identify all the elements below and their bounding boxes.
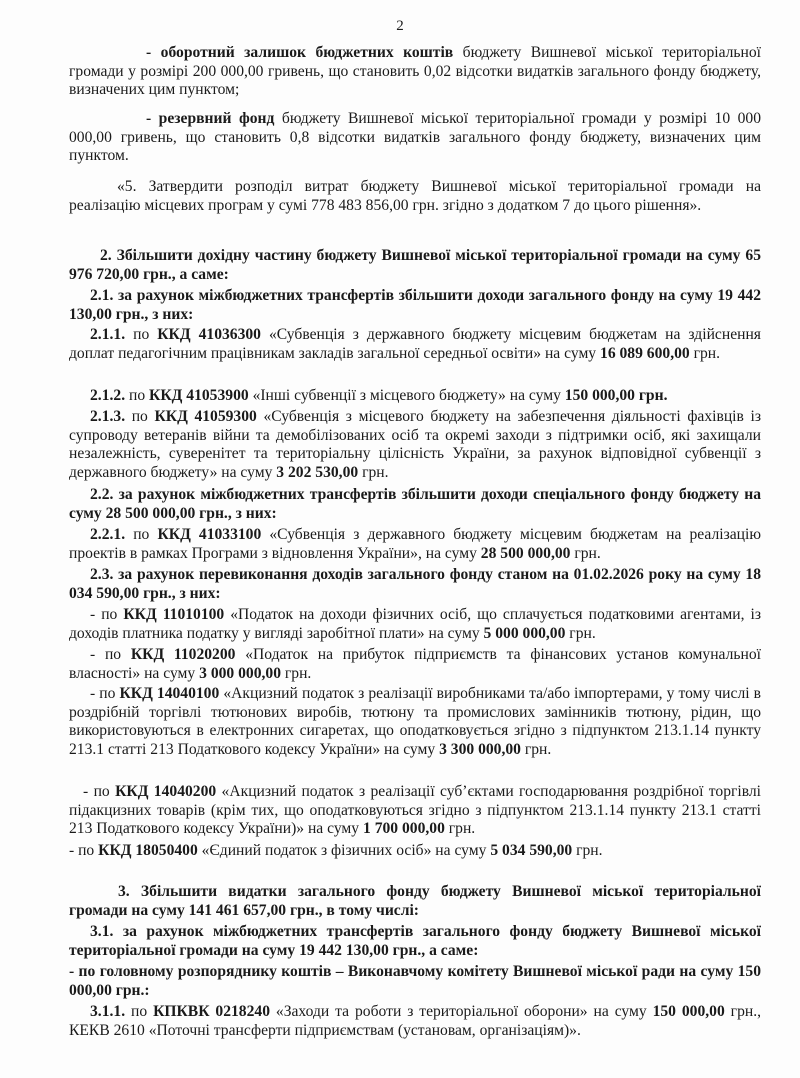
section-3-heading xyxy=(69,883,761,920)
amount: 150 000,00 xyxy=(652,1003,725,1020)
amount: 16 089 600,00 xyxy=(600,344,690,362)
bold-term: резервний фонд xyxy=(158,110,275,127)
item-kkd-11020200 xyxy=(69,646,761,683)
code: ККД 11020200 xyxy=(130,646,236,663)
paragraph-text: «Акцизний податок з реалізації виробниками та/або імпортерами, у тому числі в роздрібній торгівлі тютюнових виробів, тютюну та промислових замінників тютюну, рідин, що використовуються в електронних сигаретах, що оподатковується згідно з підпунктом 213.1.14 пункту 213.1 статті 213 Податкового кодексу України» на суму xyxy=(69,685,761,758)
section-2-heading xyxy=(69,247,761,284)
paragraph-text: «Заходи та роботи з територіальної оборони» на суму xyxy=(270,1003,653,1020)
item-number: 2.1.1. xyxy=(90,326,126,343)
code: ККД 41033100 xyxy=(157,526,262,543)
paragraph-text: «Субвенція з державного бюджету місцевим бюджетам на здійснення доплат педагогічним працівникам закладів загальної середньої освіти» на суму xyxy=(69,326,761,362)
amount: 5 000 000,00 xyxy=(483,624,566,642)
code: ККД 14040200 xyxy=(115,783,217,800)
amount: 3 000 000,00 xyxy=(199,664,281,682)
paragraph-text: «Податок на доходи фізичних осіб, що сплачується податковими агентами, із доходів платника податку у вигляді заробітної плати» на суму xyxy=(69,606,761,642)
suffix: грн. xyxy=(444,820,476,838)
dash: - xyxy=(146,44,161,61)
prefix: по xyxy=(125,326,158,343)
prefix: по xyxy=(125,408,155,425)
amount: 28 500 000,00 xyxy=(480,544,571,562)
item-2-2-1 xyxy=(69,526,761,563)
item-2-1-1 xyxy=(69,326,761,363)
item-kkd-18050400 xyxy=(69,842,761,861)
item-number: 3.1.1. xyxy=(90,1003,126,1020)
prefix: - по xyxy=(90,606,124,623)
code: ККД 41053900 xyxy=(149,387,249,404)
item-kkd-14040200 xyxy=(69,783,761,839)
item-number: 2.2.1. xyxy=(90,526,126,543)
paragraph-working-balance xyxy=(69,44,761,100)
suffix: грн. xyxy=(689,344,721,362)
amount: 3 300 000,00 xyxy=(439,740,521,758)
bold-text: 2. Збільшити дохідну частину бюджету Вишневої міської територіальної громади на суму 65 976 720,00 грн., а саме: xyxy=(69,247,761,283)
code: КПКВК 0218240 xyxy=(153,1003,270,1020)
amount: 5 034 590,00 xyxy=(490,842,573,859)
paragraph-clause-5 xyxy=(69,178,761,215)
code: ККД 41059300 xyxy=(154,408,257,425)
prefix: - по xyxy=(90,646,131,663)
prefix: по xyxy=(125,526,158,543)
prefix: по xyxy=(125,1003,154,1020)
main-spending-unit xyxy=(69,963,761,1000)
code: ККД 11010100 xyxy=(123,606,225,623)
item-kkd-14040100 xyxy=(69,685,761,759)
paragraph-text: бюджету Вишневої міської територіальної громади у розмірі 200 000,00 гривень, що становить 0,02 відсотки видатків загального фонду бюджету, визначених цим пунктом; xyxy=(69,44,762,99)
paragraph-text: «Акцизний податок з реалізації суб’єктами господарювання роздрібної торгівлі підакцизних товарів (крім тих, що оподатковуються згідно з підпунктом 213.1.14 пункту 213.1 статті 213 Податкового кодексу України)» на суму xyxy=(69,783,761,838)
item-2-1-2 xyxy=(69,387,761,406)
section-2-2-heading xyxy=(69,486,761,523)
bold-text: 2.2. за рахунок міжбюджетних трансфертів збільшити доходи спеціального фонду бюджету на суму 28 500 000,00 грн., з них: xyxy=(69,486,761,522)
suffix: грн. xyxy=(358,463,389,481)
section-2-1-heading xyxy=(69,287,761,324)
dash: - xyxy=(146,110,159,127)
paragraph-text: «Єдиний податок з фізичних осіб» на суму xyxy=(197,842,491,859)
item-3-1-1 xyxy=(69,1003,761,1040)
amount: 3 202 530,00 xyxy=(276,463,359,481)
paragraph-reserve-fund xyxy=(69,110,761,166)
suffix: грн. xyxy=(520,740,552,758)
item-2-1-3 xyxy=(69,408,761,482)
code: ККД 18050400 xyxy=(98,842,198,859)
prefix: - по xyxy=(90,685,120,702)
paragraph-text: «5. Затвердити розподіл витрат бюджету Вишневої міської територіальної громади на реалізацію місцевих програм у сумі 778 483 856,00 грн. згідно з додатком 7 до цього рішення». xyxy=(69,178,761,214)
item-number: 2.1.3. xyxy=(90,408,126,425)
bold-text: 3.1. за рахунок міжбюджетних трансфертів загального фонду бюджету Вишневої міської територіальної громади на суму 19 442 130,00 грн., а саме: xyxy=(69,923,761,959)
code: ККД 14040100 xyxy=(119,685,220,702)
suffix: грн. xyxy=(565,624,596,642)
bold-text: 2.3. за рахунок перевиконання доходів загального фонду станом на 01.02.2026 року на суму 18 034 590,00 грн., з них: xyxy=(69,566,761,602)
bold-text: 3. Збільшити видатки загального фонду бюджету Вишневої міської територіальної громади на суму 141 461 657,00 грн., в тому числі: xyxy=(69,883,761,919)
prefix: - по xyxy=(83,783,116,800)
section-2-3-heading xyxy=(69,566,761,603)
section-3-1-heading xyxy=(69,923,761,960)
paragraph-text: бюджету Вишневої міської територіальної громади у розмірі 10 000 000,00 гривень, що становить 0,8 відсотки видатків загального фонду бюджету, визначених цим пунктом. xyxy=(69,110,761,165)
amount: 150 000,00 грн. xyxy=(564,387,668,404)
paragraph-text: «Інші субвенції з місцевого бюджету» на суму xyxy=(248,387,565,404)
item-number: 2.1.2. xyxy=(90,387,126,404)
item-kkd-11010100 xyxy=(69,606,761,643)
page-number: 2 xyxy=(396,18,404,34)
bold-term: оборотний залишок бюджетних коштів xyxy=(160,44,454,61)
paragraph-text: «Субвенція з місцевого бюджету на забезпечення діяльності фахівців із супроводу ветеранів війни та демобілізованих осіб та окремі заходи з підтримки осіб, які захищали незалежність, суверенітет та територіальну цілісність України, за рахунок відповідної субвенції з державного бюджету» на суму xyxy=(69,408,761,481)
paragraph-text: «Субвенція з державного бюджету місцевим бюджетам на реалізацію проектів в рамках Програми з відновлення України», на суму xyxy=(69,526,761,562)
amount: 1 700 000,00 xyxy=(363,820,445,838)
suffix: грн. xyxy=(281,664,312,682)
code: ККД 41036300 xyxy=(157,326,261,343)
suffix: грн. xyxy=(572,842,603,859)
bold-text: 2.1. за рахунок міжбюджетних трансфертів збільшити доходи загального фонду на суму 19 442 130,00 грн., з них: xyxy=(69,287,761,323)
suffix: грн. xyxy=(570,544,601,562)
prefix: - по xyxy=(69,842,99,859)
paragraph-text: «Податок на прибуток підприємств та фінансових установ комунальної власності» на суму xyxy=(69,646,761,682)
prefix: по xyxy=(125,387,150,404)
suffix: грн., КЕКВ 2610 «Поточні трансферти підприємствам (установам, організаціям)». xyxy=(69,1003,762,1039)
bold-text: - по головному розпоряднику коштів – Виконавчому комітету Вишневої міської ради на суму 150 000,00 грн.: xyxy=(69,963,761,999)
